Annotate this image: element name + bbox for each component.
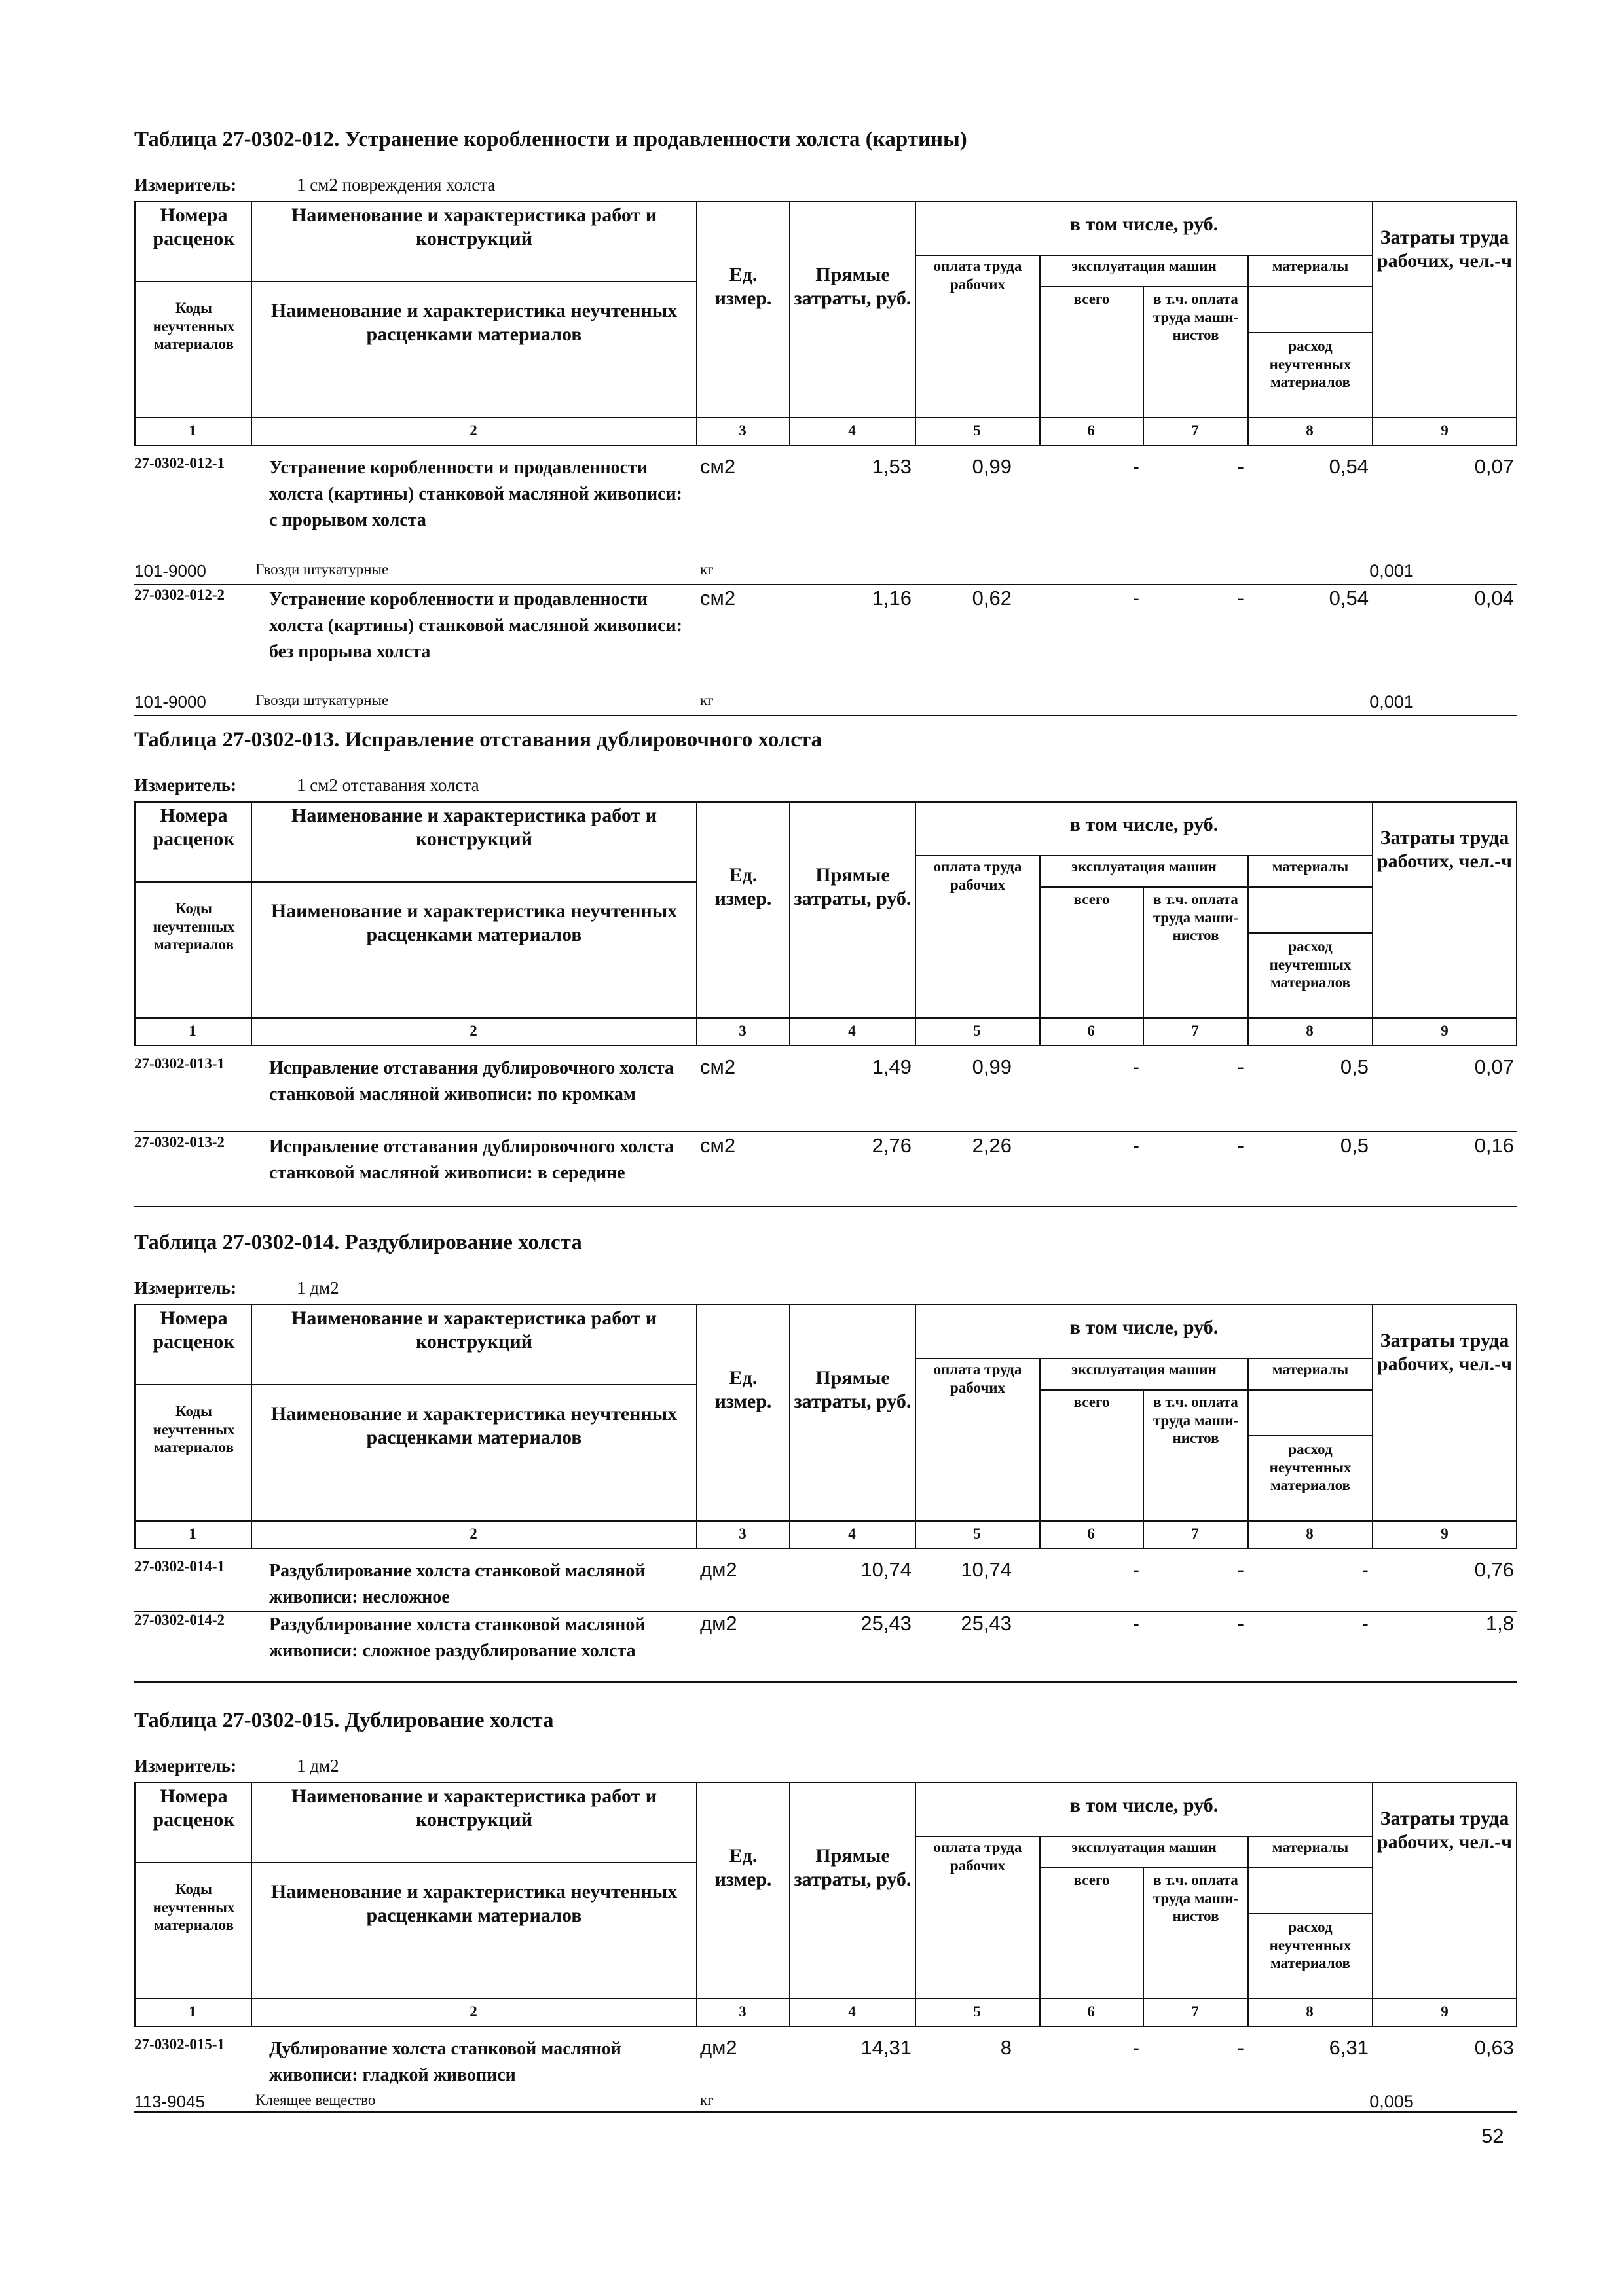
material-unit: кг <box>700 2092 714 2108</box>
header-kody: Коды неучтенных материалов <box>153 1881 235 1934</box>
material-value: 0,001 <box>1369 692 1414 712</box>
header-oplata: оплата труда рабочих <box>933 1839 1022 1874</box>
column-number: 6 <box>1087 2003 1095 2020</box>
table-rule <box>915 255 1372 256</box>
table-rule <box>696 1782 697 2027</box>
header-pryamye: Прямые затраты, руб. <box>794 1367 912 1412</box>
column-number: 7 <box>1191 1023 1199 1039</box>
table-rule <box>134 1304 1517 1305</box>
header-ekspl: эксплуатация машин <box>1071 1361 1217 1377</box>
header-ekspl: эксплуатация машин <box>1071 858 1217 875</box>
table-header <box>134 1304 1517 1549</box>
table-rule <box>1516 1782 1517 2027</box>
table-rule <box>1372 1304 1373 1549</box>
header-vtom: в том числе, руб. <box>1069 1317 1219 1338</box>
value-c8: - <box>1361 1612 1369 1635</box>
measurer <box>134 1278 339 1298</box>
table-rule <box>134 2111 1517 2113</box>
measurer-label: Измеритель: <box>134 775 237 795</box>
table-rule <box>1247 1389 1372 1391</box>
header-rashod: расход неучтенных материалов <box>1269 1919 1352 1972</box>
rate-code: 27-0302-012-1 <box>134 455 225 471</box>
header-oplata: оплата труда рабочих <box>933 258 1022 293</box>
table-rule <box>251 801 252 1046</box>
header-vtch: в т.ч. оплата труда маши-нистов <box>1153 1394 1239 1447</box>
work-name: Дублирование холста станковой масляной живописи: гладкой живописи <box>269 2039 621 2085</box>
table-row <box>134 1612 1517 1684</box>
header-zatraty: Затраты труда рабочих, чел.-ч <box>1376 1808 1513 1853</box>
material-value: 0,001 <box>1369 561 1414 581</box>
material-row <box>134 2092 1517 2114</box>
column-number: 3 <box>739 422 747 439</box>
unit: см2 <box>700 1055 736 1078</box>
header-oplata: оплата труда рабочих <box>933 1361 1022 1396</box>
value-c9: 0,07 <box>1474 455 1514 478</box>
table-row <box>134 1055 1517 1124</box>
header-ed: Ед. измер. <box>714 264 772 309</box>
table-rule <box>251 1782 252 2027</box>
material-name: Гвозди штукатурные <box>255 692 389 708</box>
column-number: 8 <box>1306 1023 1314 1039</box>
unit: дм2 <box>700 2036 737 2059</box>
value-c4: 1,53 <box>872 455 912 478</box>
value-c8: 6,31 <box>1329 2036 1369 2059</box>
measurer <box>134 775 479 795</box>
column-number: 3 <box>739 1525 747 1542</box>
table-rule <box>789 1782 790 2027</box>
measurer-value: 1 см2 отставания холста <box>297 775 479 795</box>
column-number: 3 <box>739 2003 747 2020</box>
value-c7: - <box>1237 1558 1244 1581</box>
rate-code: 27-0302-013-1 <box>134 1055 225 1072</box>
header-materialy: материалы <box>1272 858 1349 875</box>
table-rule <box>1039 886 1247 888</box>
table-header <box>134 801 1517 1046</box>
material-row <box>134 692 1517 714</box>
table-rule <box>134 417 1517 418</box>
column-number: 9 <box>1441 2003 1449 2020</box>
table-rule <box>1039 1358 1041 1549</box>
value-c8: 0,5 <box>1340 1134 1369 1157</box>
measurer-value: 1 дм2 <box>297 1756 339 1776</box>
value-c6: - <box>1132 1134 1139 1157</box>
header-kody: Коды неучтенных материалов <box>153 1403 235 1456</box>
value-c8: 0,54 <box>1329 587 1369 610</box>
work-name: Устранение коробленности и продавленности холста (картины) станковой масляной живописи: без прорыва холста <box>269 589 682 662</box>
header-vsego: всего <box>1073 291 1110 307</box>
header-zatraty: Затраты труда рабочих, чел.-ч <box>1376 827 1513 872</box>
measurer <box>134 1756 339 1776</box>
work-name: Исправление отставания дублировочного холста станковой масляной живописи: по кромкам <box>269 1058 674 1104</box>
table-rule <box>1247 1913 1372 1914</box>
value-c6: - <box>1132 455 1139 478</box>
table-rule <box>134 201 1517 202</box>
header-ed: Ед. измер. <box>714 1845 772 1890</box>
value-c6: - <box>1132 2036 1139 2059</box>
work-name: Исправление отставания дублировочного холста станковой масляной живописи: в середине <box>269 1137 674 1183</box>
table-header <box>134 201 1517 446</box>
value-c4: 10,74 <box>860 1558 912 1581</box>
column-number: 9 <box>1441 1525 1449 1542</box>
table-rule <box>251 201 252 446</box>
page-number: 52 <box>1481 2124 1504 2147</box>
rate-code: 27-0302-012-2 <box>134 587 225 603</box>
value-c6: - <box>1132 1558 1139 1581</box>
value-c9: 0,63 <box>1474 2036 1514 2059</box>
table-rule <box>134 1045 1517 1046</box>
unit: см2 <box>700 455 736 478</box>
header-rashod: расход неучтенных материалов <box>1269 1441 1352 1494</box>
material-code: 101-9000 <box>134 692 206 712</box>
table-rule <box>134 881 696 883</box>
value-c9: 0,16 <box>1474 1134 1514 1157</box>
measurer <box>134 175 496 195</box>
header-rashod: расход неучтенных материалов <box>1269 938 1352 991</box>
header-name: Наименование и характеристика работ и конструкций <box>291 805 657 850</box>
header-vsego: всего <box>1073 891 1110 907</box>
column-number: 8 <box>1306 2003 1314 2020</box>
header-kody: Коды неучтенных материалов <box>153 900 235 953</box>
value-c5: 0,99 <box>972 1055 1012 1078</box>
column-number: 6 <box>1087 1525 1095 1542</box>
table-rule <box>1247 332 1372 333</box>
table-rule <box>789 1304 790 1549</box>
value-c7: - <box>1237 1134 1244 1157</box>
table-rule <box>1247 932 1372 934</box>
header-nomera: Номера расценок <box>153 1307 235 1353</box>
header-name-mat: Наименование и характеристика неучтенных расценками материалов <box>270 1403 678 1448</box>
header-pryamye: Прямые затраты, руб. <box>794 864 912 909</box>
table-rule <box>134 2026 1517 2027</box>
table-rule <box>1039 286 1247 287</box>
header-vtch: в т.ч. оплата труда маши-нистов <box>1153 291 1239 344</box>
header-vtch: в т.ч. оплата труда маши-нистов <box>1153 891 1239 944</box>
value-c7: - <box>1237 587 1244 610</box>
table-rule <box>1516 1304 1517 1549</box>
column-number: 2 <box>470 422 477 439</box>
table-rule <box>1247 855 1249 1046</box>
table-rule <box>1247 255 1249 446</box>
unit: см2 <box>700 1134 736 1157</box>
header-materialy: материалы <box>1272 1839 1349 1855</box>
table-title: Таблица 27-0302-014. Раздублирование холста <box>134 1231 582 1254</box>
table-rule <box>134 584 1517 585</box>
measurer-label: Измеритель: <box>134 1756 237 1776</box>
rate-code: 27-0302-013-2 <box>134 1134 225 1150</box>
table-rule <box>915 1836 1372 1837</box>
header-nomera: Номера расценок <box>153 805 235 850</box>
column-number: 5 <box>973 422 981 439</box>
header-name: Наименование и характеристика работ и конструкций <box>291 1307 657 1353</box>
measurer-value: 1 см2 повреждения холста <box>297 175 496 194</box>
header-nomera: Номера расценок <box>153 204 235 249</box>
value-c5: 0,62 <box>972 587 1012 610</box>
material-unit: кг <box>700 692 714 708</box>
header-vtom: в том числе, руб. <box>1069 213 1219 235</box>
table-rule <box>915 201 916 446</box>
table-title: Таблица 27-0302-013. Исправление отставания дублировочного холста <box>134 728 822 752</box>
table-rule <box>915 1782 916 2027</box>
column-number: 1 <box>189 1525 196 1542</box>
table-row <box>134 1558 1517 1605</box>
header-rashod: расход неучтенных материалов <box>1269 338 1352 391</box>
rate-code: 27-0302-015-1 <box>134 2036 225 2052</box>
column-number: 7 <box>1191 1525 1199 1542</box>
value-c9: 0,76 <box>1474 1558 1514 1581</box>
table-rule <box>1247 1435 1372 1436</box>
table-rule <box>1039 255 1041 446</box>
table-rule <box>1247 1358 1249 1549</box>
column-number: 7 <box>1191 422 1199 439</box>
table-rule <box>1372 201 1373 446</box>
value-c6: - <box>1132 1612 1139 1635</box>
unit: дм2 <box>700 1612 737 1635</box>
rate-code: 27-0302-014-2 <box>134 1612 225 1628</box>
table-rule <box>134 445 1517 446</box>
header-name: Наименование и характеристика работ и конструкций <box>291 1785 657 1831</box>
table-rule <box>134 1681 1517 1683</box>
material-value: 0,005 <box>1369 2092 1414 2111</box>
header-ed: Ед. измер. <box>714 1367 772 1412</box>
table-rule <box>1372 801 1373 1046</box>
table-rule <box>134 281 696 282</box>
header-name-mat: Наименование и характеристика неучтенных расценками материалов <box>270 900 678 945</box>
header-name-mat: Наименование и характеристика неучтенных расценками материалов <box>270 300 678 345</box>
header-name: Наименование и характеристика работ и конструкций <box>291 204 657 249</box>
material-unit: кг <box>700 561 714 577</box>
value-c4: 2,76 <box>872 1134 912 1157</box>
column-number: 1 <box>189 422 196 439</box>
column-number: 5 <box>973 1525 981 1542</box>
table-header <box>134 1782 1517 2027</box>
value-c7: - <box>1237 2036 1244 2059</box>
material-code: 113-9045 <box>134 2092 205 2111</box>
table-rule <box>1039 855 1041 1046</box>
header-vtom: в том числе, руб. <box>1069 814 1219 835</box>
table-rule <box>134 1384 696 1385</box>
column-number: 1 <box>189 1023 196 1039</box>
column-number: 8 <box>1306 422 1314 439</box>
table-rule <box>1247 1836 1249 2027</box>
column-number: 4 <box>848 1023 856 1039</box>
value-c5: 0,99 <box>972 455 1012 478</box>
header-ekspl: эксплуатация машин <box>1071 1839 1217 1855</box>
unit: дм2 <box>700 1558 737 1581</box>
column-number: 2 <box>470 1525 477 1542</box>
table-rule <box>915 801 916 1046</box>
header-pryamye: Прямые затраты, руб. <box>794 1845 912 1890</box>
table-rule <box>134 1782 1517 1783</box>
value-c8: 0,54 <box>1329 455 1369 478</box>
column-number: 9 <box>1441 1023 1449 1039</box>
material-name: Гвозди штукатурные <box>255 561 389 577</box>
header-ekspl: эксплуатация машин <box>1071 258 1217 274</box>
header-oplata: оплата труда рабочих <box>933 858 1022 893</box>
header-vtom: в том числе, руб. <box>1069 1795 1219 1816</box>
value-c7: - <box>1237 455 1244 478</box>
value-c6: - <box>1132 587 1139 610</box>
header-vtch: в т.ч. оплата труда маши-нистов <box>1153 1872 1239 1925</box>
value-c4: 1,16 <box>872 587 912 610</box>
material-row <box>134 561 1517 583</box>
table-rule <box>1039 1389 1247 1391</box>
value-c5: 10,74 <box>961 1558 1012 1581</box>
table-rule <box>134 801 136 1046</box>
table-rule <box>134 1782 136 2027</box>
header-vsego: всего <box>1073 1394 1110 1410</box>
column-number: 4 <box>848 2003 856 2020</box>
column-number: 1 <box>189 2003 196 2020</box>
column-number: 5 <box>973 2003 981 2020</box>
header-vsego: всего <box>1073 1872 1110 1888</box>
column-number: 6 <box>1087 1023 1095 1039</box>
table-title: Таблица 27-0302-012. Устранение коробленности и продавленности холста (картины) <box>134 128 967 151</box>
table-rule <box>134 1862 696 1863</box>
value-c9: 1,8 <box>1485 1612 1514 1635</box>
unit: см2 <box>700 587 736 610</box>
column-number: 8 <box>1306 1525 1314 1542</box>
table-rule <box>915 855 1372 856</box>
table-rule <box>134 1206 1517 1207</box>
table-rule <box>1247 886 1372 888</box>
table-rule <box>134 715 1517 716</box>
header-nomera: Номера расценок <box>153 1785 235 1831</box>
table-title: Таблица 27-0302-015. Дублирование холста <box>134 1709 554 1732</box>
column-number: 7 <box>1191 2003 1199 2020</box>
work-name: Устранение коробленности и продавленности холста (картины) станковой масляной живописи: с прорывом холста <box>269 458 682 530</box>
value-c4: 14,31 <box>860 2036 912 2059</box>
table-rule <box>134 801 1517 803</box>
header-name-mat: Наименование и характеристика неучтенных расценками материалов <box>270 1881 678 1926</box>
measurer-value: 1 дм2 <box>297 1278 339 1298</box>
table-rule <box>134 1131 1517 1132</box>
table-row <box>134 1134 1517 1206</box>
column-number: 2 <box>470 2003 477 2020</box>
header-materialy: материалы <box>1272 258 1349 274</box>
table-rule <box>1039 1836 1041 2027</box>
column-number: 4 <box>848 422 856 439</box>
value-c4: 25,43 <box>860 1612 912 1635</box>
table-rule <box>134 1017 1517 1019</box>
table-rule <box>789 201 790 446</box>
header-materialy: материалы <box>1272 1361 1349 1377</box>
table-rule <box>251 1304 252 1549</box>
table-rule <box>1039 1867 1247 1868</box>
table-row <box>134 455 1517 553</box>
table-rule <box>1516 801 1517 1046</box>
work-name: Раздублирование холста станковой масляной живописи: сложное раздублирование холста <box>269 1614 646 1661</box>
value-c4: 1,49 <box>872 1055 912 1078</box>
value-c9: 0,04 <box>1474 587 1514 610</box>
header-zatraty: Затраты труда рабочих, чел.-ч <box>1376 1330 1513 1375</box>
value-c8: - <box>1361 1558 1369 1581</box>
header-zatraty: Затраты труда рабочих, чел.-ч <box>1376 227 1513 272</box>
table-rule <box>134 201 136 446</box>
table-rule <box>915 1358 1372 1359</box>
column-number: 2 <box>470 1023 477 1039</box>
table-row <box>134 2036 1517 2085</box>
header-pryamye: Прямые затраты, руб. <box>794 264 912 309</box>
value-c7: - <box>1237 1055 1244 1078</box>
table-rule <box>789 801 790 1046</box>
value-c5: 25,43 <box>961 1612 1012 1635</box>
table-rule <box>1516 201 1517 446</box>
table-rule <box>696 1304 697 1549</box>
value-c9: 0,07 <box>1474 1055 1514 1078</box>
table-rule <box>134 1520 1517 1522</box>
table-rule <box>1247 286 1372 287</box>
measurer-label: Измеритель: <box>134 175 237 194</box>
column-number: 6 <box>1087 422 1095 439</box>
table-rule <box>696 201 697 446</box>
material-name: Клеящее вещество <box>255 2092 376 2108</box>
table-rule <box>915 1304 916 1549</box>
value-c7: - <box>1237 1612 1244 1635</box>
column-number: 3 <box>739 1023 747 1039</box>
header-ed: Ед. измер. <box>714 864 772 909</box>
value-c6: - <box>1132 1055 1139 1078</box>
column-number: 5 <box>973 1023 981 1039</box>
value-c5: 2,26 <box>972 1134 1012 1157</box>
header-kody: Коды неучтенных материалов <box>153 300 235 353</box>
column-number: 9 <box>1441 422 1449 439</box>
work-name: Раздублирование холста станковой масляной живописи: несложное <box>269 1561 646 1607</box>
table-rule <box>134 1998 1517 1999</box>
table-rule <box>134 1304 136 1549</box>
column-number: 4 <box>848 1525 856 1542</box>
measurer-label: Измеритель: <box>134 1278 237 1298</box>
table-rule <box>134 1548 1517 1549</box>
value-c8: 0,5 <box>1340 1055 1369 1078</box>
table-rule <box>696 801 697 1046</box>
value-c5: 8 <box>1000 2036 1012 2059</box>
table-rule <box>1247 1867 1372 1868</box>
material-code: 101-9000 <box>134 561 206 581</box>
rate-code: 27-0302-014-1 <box>134 1558 225 1575</box>
table-row <box>134 587 1517 685</box>
table-rule <box>1372 1782 1373 2027</box>
